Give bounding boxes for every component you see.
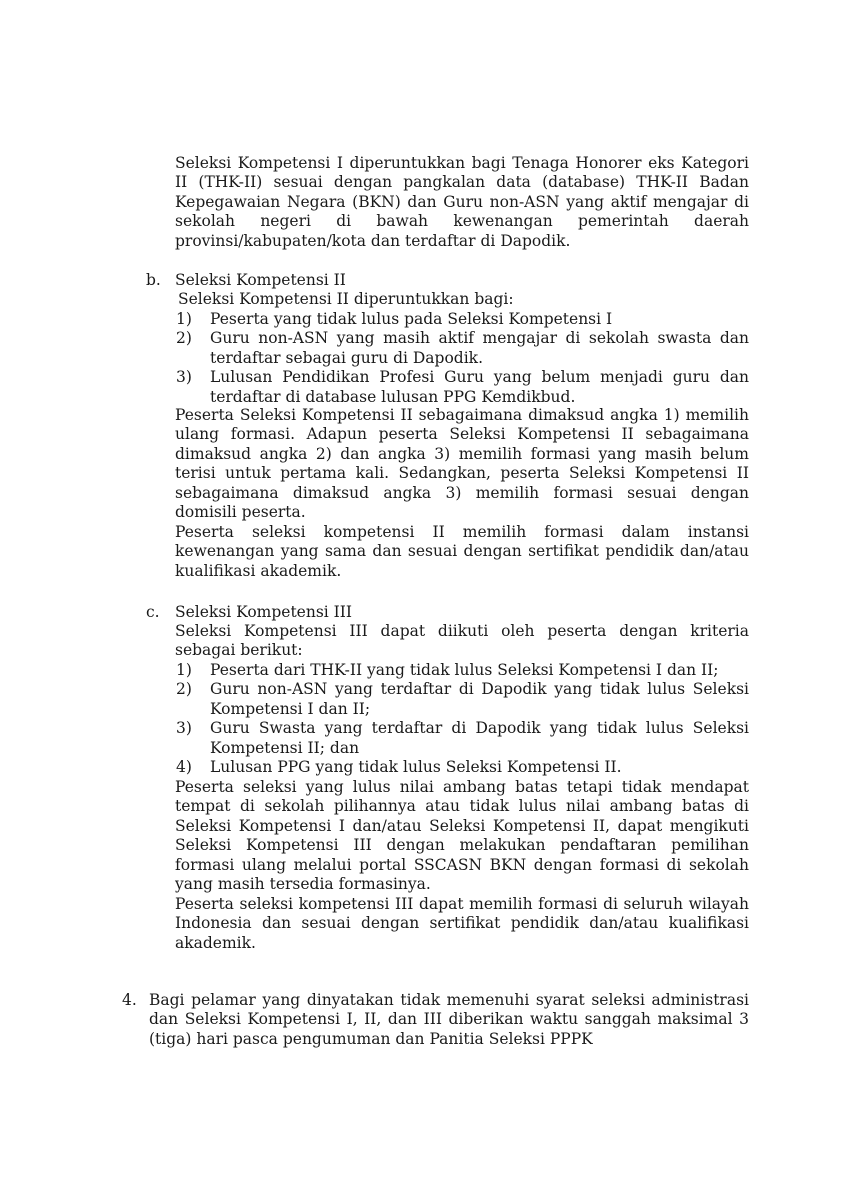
point-4-paragraph: Bagi pelamar yang dinyatakan tidak memenuhi syarat seleksi administrasi dan Seleksi Kompetensi I, II, dan III diberikan waktu sanggah maksimal 3 (tiga) hari pasca pengumuman dan Panitia Seleksi PPPK <box>149 991 749 1048</box>
section-c-paragraph-1: Peserta seleksi yang lulus nilai ambang batas tetapi tidak mendapat tempat di sekolah pilihannya atau tidak lulus nilai ambang batas di Seleksi Kompetensi I dan/atau Seleksi Kompetensi II, dapat mengikuti Seleksi Kompetensi III dengan melakukan pendaftaran pemilihan formasi ulang melalui portal SSCASN BKN dengan formasi di sekolah yang masih tersedia formasinya. <box>175 778 749 894</box>
section-c-marker: c. <box>146 603 160 621</box>
list-item: 4) Lulusan PPG yang tidak lulus Seleksi Kompetensi II. <box>176 758 622 777</box>
section-c-list <box>176 661 749 777</box>
list-item: 3) Guru Swasta yang terdaftar di Dapodik yang tidak lulus Seleksi Kompetensi II; dan <box>176 719 749 757</box>
section-b-lead: Seleksi Kompetensi II diperuntukkan bagi: <box>178 290 514 308</box>
list-item: 1) Peserta yang tidak lulus pada Seleksi Kompetensi I <box>176 310 613 328</box>
section-b-paragraph-1: Peserta Seleksi Kompetensi II sebagaimana dimaksud angka 1) memilih ulang formasi. Adapun peserta Seleksi Kompetensi II sebagaimana dimaksud angka 2) dan angka 3) memilih formasi yang masih belum terisi untuk pertama kali. Sedangkan, peserta Seleksi Kompetensi II sebagaimana dimaksud angka 3) memilih formasi sesuai dengan domisili peserta. <box>175 406 749 522</box>
section-c-paragraph-2: Peserta seleksi kompetensi III dapat memilih formasi di seluruh wilayah Indonesia dan sesuai dengan sertifikat pendidik dan/atau kualifikasi akademik. <box>175 895 749 952</box>
section-b-paragraph-2: Peserta seleksi kompetensi II memilih formasi dalam instansi kewenangan yang sama dan sesuai dengan sertifikat pendidik dan/atau kualifikasi akademik. <box>175 523 749 580</box>
list-item: 2) Guru non-ASN yang terdaftar di Dapodik yang tidak lulus Seleksi Kompetensi I dan II; <box>176 680 749 718</box>
section-b-list <box>176 310 749 407</box>
section-c-title: Seleksi Kompetensi III <box>175 603 353 621</box>
list-item: 2) Guru non-ASN yang masih aktif mengajar di sekolah swasta dan terdaftar sebagai guru di Dapodik. <box>176 329 749 367</box>
list-item: 3) Lulusan Pendidikan Profesi Guru yang belum menjadi guru dan terdaftar di database lulusan PPG Kemdikbud. <box>176 368 749 406</box>
list-item: 1) Peserta dari THK-II yang tidak lulus Seleksi Kompetensi I dan II; <box>176 661 719 679</box>
section-c-lead: Seleksi Kompetensi III dapat diikuti oleh peserta dengan kriteria sebagai berikut: <box>175 622 749 660</box>
section-b-title: Seleksi Kompetensi II <box>175 271 346 289</box>
section-b-marker: b. <box>146 271 161 289</box>
point-4-marker: 4. <box>122 991 137 1009</box>
intro-paragraph: Seleksi Kompetensi I diperuntukkan bagi Tenaga Honorer eks Kategori II (THK-II) sesuai dengan pangkalan data (database) THK-II Badan Kepegawaian Negara (BKN) dan Guru non-ASN yang aktif mengajar di sekolah negeri di bawah kewenangan pemerintah daerah provinsi/kabupaten/kota dan terdaftar di Dapodik. <box>175 154 749 250</box>
